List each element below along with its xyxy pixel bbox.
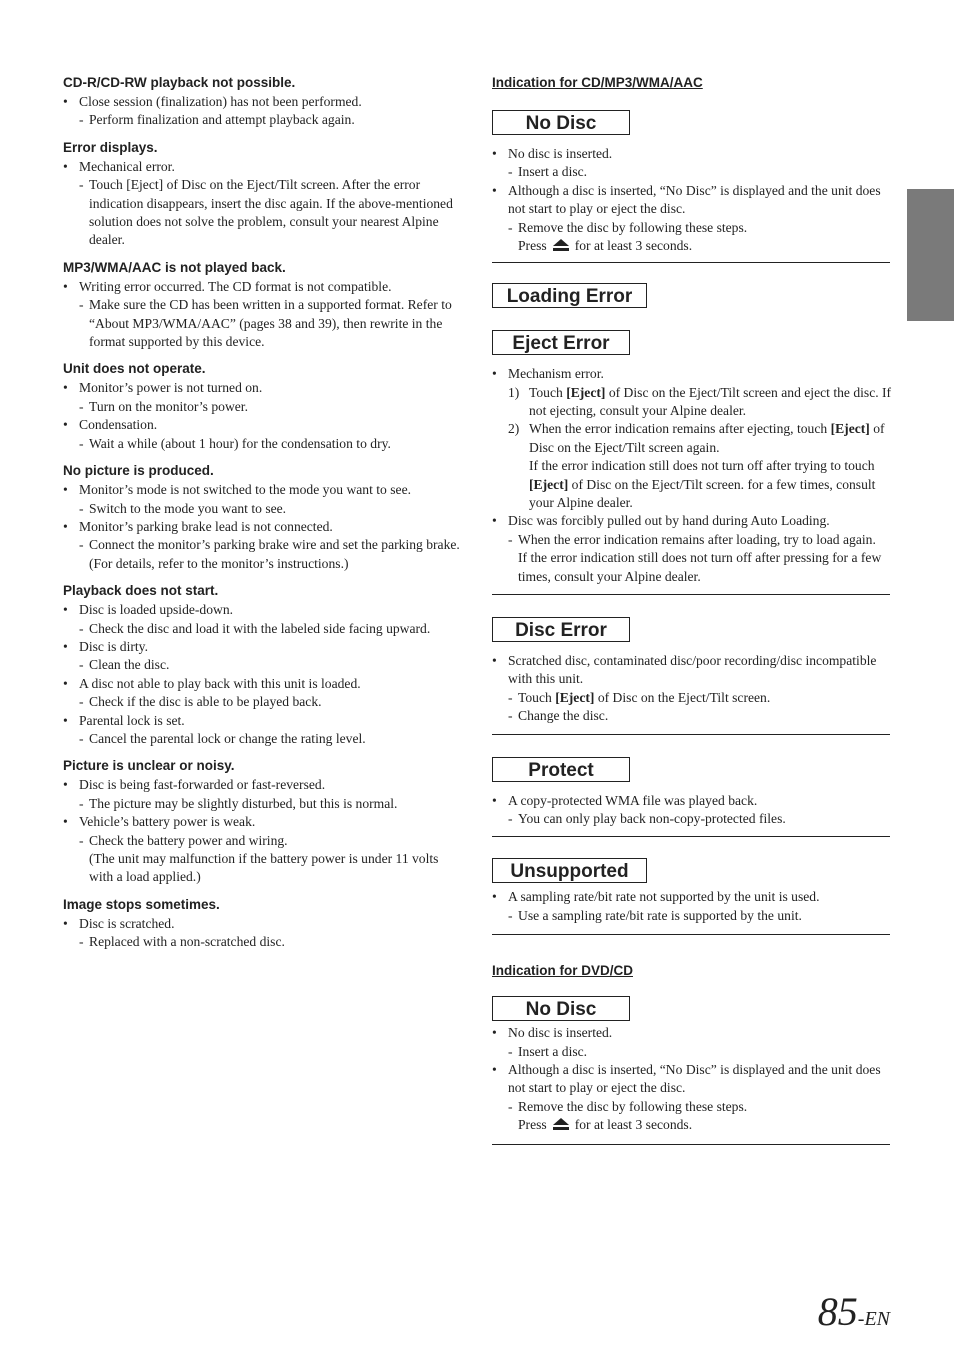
bullet-item: • Although a disc is inserted, “No Disc” is displayed and the unit does not start to play or eject the disc. [492, 182, 892, 219]
bullet-item: • A disc not able to play back with this unit is loaded. [63, 675, 463, 693]
bullet-item: • No disc is inserted. [492, 145, 892, 163]
dash-item: - Turn on the monitor’s power. [63, 398, 463, 416]
page-number-value: 85 [817, 1289, 858, 1334]
numbered-item: 2) When the error indication remains after ejecting, touch [Eject] of Disc on the Eject/Tilt screen again. [508, 421, 885, 455]
section-title: Playback does not start. [63, 583, 219, 599]
block-eject-error [492, 330, 892, 595]
bullet-item: • Vehicle’s battery power is weak. [63, 813, 463, 831]
block-unsupported [492, 858, 892, 935]
dash-item: - The picture may be slightly disturbed, but this is normal. [63, 795, 463, 813]
indicator-protect: Protect [492, 757, 630, 782]
block-loading-error [492, 283, 892, 308]
dash-item: - Insert a disc. [492, 1043, 892, 1061]
dash-item: - Connect the monitor’s parking brake wire and set the parking brake. (For details, refer to the monitor’s instructions.) [63, 536, 463, 573]
bullet-item: • Disc is loaded upside-down. [63, 601, 463, 619]
section-tab-marker [907, 189, 954, 321]
bullet-item: • Scratched disc, contaminated disc/poor recording/disc incompatible with this unit. [492, 652, 892, 689]
dash-item: - Switch to the mode you want to see. [63, 500, 463, 518]
dash-item: - Insert a disc. [492, 163, 892, 181]
dash-item: - Perform finalization and attempt playback again. [63, 111, 463, 129]
page-number-suffix: -EN [857, 1308, 890, 1330]
dash-item: - Check the disc and load it with the labeled side facing upward. [63, 620, 463, 638]
bullet-item: • Although a disc is inserted, “No Disc” is displayed and the unit does not start to play or eject the disc. [492, 1061, 892, 1098]
dash-item: - Change the disc. [492, 707, 892, 725]
section-title: Picture is unclear or noisy. [63, 758, 235, 774]
bullet-item: • No disc is inserted. [492, 1024, 892, 1042]
dash-item: - Use a sampling rate/bit rate is supported by the unit. [492, 907, 892, 925]
bullet-item: • Mechanism error. [492, 365, 892, 383]
section-title: Unit does not operate. [63, 361, 206, 377]
section-mp3-not-played [63, 259, 463, 352]
section-title: No picture is produced. [63, 463, 214, 479]
section-title: CD-R/CD-RW playback not possible. [63, 75, 296, 90]
dash-item: - Remove the disc by following these steps. [492, 219, 892, 237]
numbered-item: 1) Touch [Eject] of Disc on the Eject/Tilt screen and eject the disc. If not ejecting, consult your Alpine dealer. [508, 384, 892, 418]
press-instruction: Press for at least 3 seconds. [492, 237, 892, 256]
block-disc-error [492, 617, 892, 735]
bullet-item: • Parental lock is set. [63, 712, 463, 730]
right-column [492, 74, 892, 1145]
dash-item: - Check if the disc is able to be played back. [63, 693, 463, 711]
bullet-item: • A sampling rate/bit rate not supported by the unit is used. [492, 888, 892, 906]
indicator-unsupported: Unsupported [492, 858, 647, 883]
divider [492, 734, 890, 735]
section-cdr-playback [63, 74, 463, 130]
dash-item: - Cancel the parental lock or change the rating level. [63, 730, 463, 748]
section-playback-not-start [63, 582, 463, 748]
divider [492, 934, 890, 935]
press-instruction: Press for at least 3 seconds. [492, 1116, 892, 1135]
bullet-item: • Mechanical error. [63, 158, 463, 176]
dash-item: - Replaced with a non-scratched disc. [63, 933, 463, 951]
page-number [818, 1288, 890, 1335]
bullet-item: • Disc was forcibly pulled out by hand during Auto Loading. [492, 512, 892, 530]
bullet-item: • Disc is scratched. [63, 915, 463, 933]
dash-item: - Check the battery power and wiring. [63, 832, 463, 850]
dash-item: - When the error indication remains after loading, try to load again. [492, 531, 892, 549]
note-text: If the error indication still does not turn off after trying to touch [Eject] of Disc on the Eject/Tilt screen. for a few times, consult your Alpine dealer. [529, 458, 876, 510]
indication-heading-dvd: Indication for DVD/CD [492, 963, 633, 979]
note-text: If the error indication still does not turn off after pressing for a few times, consult your Alpine dealer. [518, 550, 882, 584]
section-title: Image stops sometimes. [63, 896, 220, 912]
bullet-item: • Monitor’s power is not turned on. [63, 379, 463, 397]
indicator-no-disc: No Disc [492, 996, 630, 1021]
dash-item: - Clean the disc. [63, 656, 463, 674]
eject-icon [553, 238, 569, 256]
block-no-disc [492, 110, 892, 263]
dash-item: - Remove the disc by following these steps. [492, 1098, 892, 1116]
block-no-disc-dvd [492, 996, 892, 1145]
block-protect [492, 757, 892, 838]
divider [492, 1144, 890, 1145]
dash-item: - Make sure the CD has been written in a supported format. Refer to “About MP3/WMA/AAC” (pages 38 and 39), then rewrite in the format supported by this device. [63, 296, 463, 351]
section-unit-not-operate [63, 360, 463, 453]
dash-item: - Touch [Eject] of Disc on the Eject/Tilt screen. [492, 689, 892, 707]
indicator-loading-error: Loading Error [492, 283, 647, 308]
bullet-item: • Disc is being fast-forwarded or fast-reversed. [63, 776, 463, 794]
indicator-eject-error: Eject Error [492, 330, 630, 355]
eject-icon [553, 1117, 569, 1135]
bullet-item: • Disc is dirty. [63, 638, 463, 656]
section-picture-unclear [63, 757, 463, 886]
note-text: (The unit may malfunction if the battery power is under 11 volts with a load applied.) [89, 851, 439, 885]
section-image-stops [63, 896, 463, 952]
left-column [63, 74, 463, 961]
section-title: MP3/WMA/AAC is not played back. [63, 259, 286, 275]
indicator-no-disc: No Disc [492, 110, 630, 135]
bullet-item: • Monitor’s parking brake lead is not connected. [63, 518, 463, 536]
divider [492, 594, 890, 595]
dash-item: - You can only play back non-copy-protected files. [492, 810, 892, 828]
section-error-displays [63, 139, 463, 250]
indicator-disc-error: Disc Error [492, 617, 630, 642]
dash-item: - Wait a while (about 1 hour) for the condensation to dry. [63, 435, 463, 453]
section-no-picture [63, 462, 463, 573]
dash-item: - Touch [Eject] of Disc on the Eject/Tilt screen. After the error indication disappears, insert the disc again. If the above-mentioned solution does not solve the problem, consult your nearest Alpine dealer. [63, 176, 463, 250]
bullet-item: • Close session (finalization) has not been performed. [63, 93, 463, 111]
divider [492, 836, 890, 837]
bullet-item: • Monitor’s mode is not switched to the mode you want to see. [63, 481, 463, 499]
bullet-item: • Condensation. [63, 416, 463, 434]
bullet-item: • A copy-protected WMA file was played back. [492, 792, 892, 810]
indication-heading-cd: Indication for CD/MP3/WMA/AAC [492, 75, 703, 90]
section-title: Error displays. [63, 139, 158, 155]
bullet-item: • Writing error occurred. The CD format is not compatible. [63, 278, 463, 296]
divider [492, 262, 890, 263]
